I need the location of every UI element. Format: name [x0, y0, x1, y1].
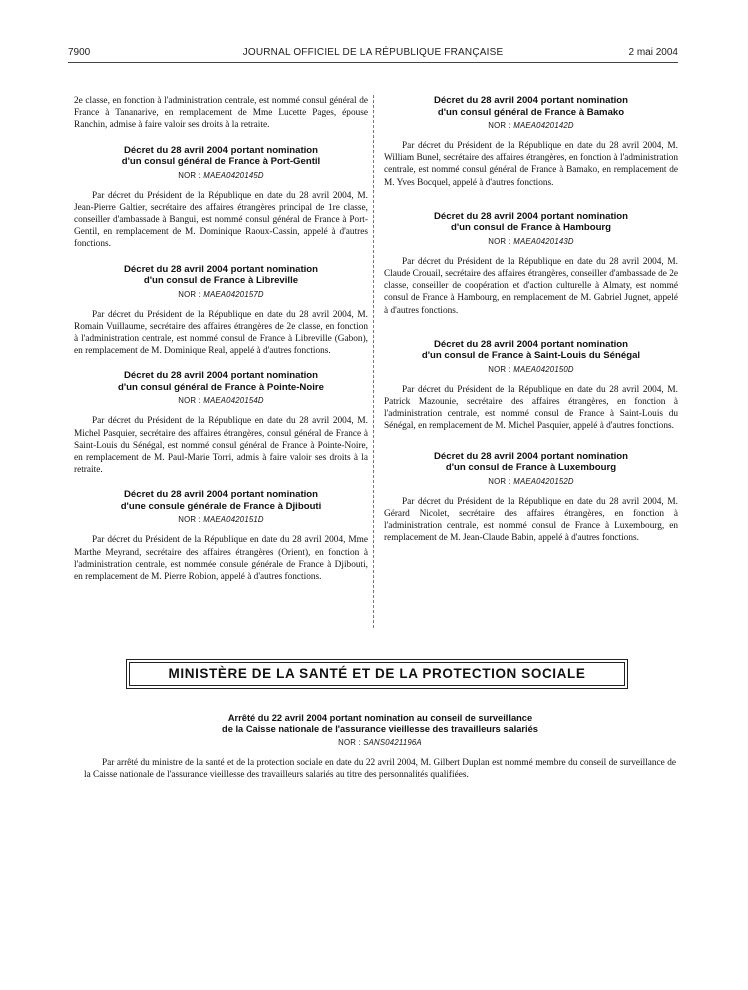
decree-title-line: Décret du 28 avril 2004 portant nomination — [123, 144, 319, 156]
decree-port-gentil — [74, 145, 368, 251]
left-column — [74, 95, 368, 596]
decree-title — [384, 451, 678, 474]
arrete-title-line: de la Caisse nationale de l'assurance vieillesse des travailleurs salariés — [222, 724, 538, 734]
nor-label: NOR : — [178, 515, 201, 525]
nor-label: NOR : — [178, 170, 201, 180]
decree-body: Par décret du Président de la République en date du 28 avril 2004, M. Romain Vuillaume, secrétaire des affaires étrangères de 2e classe, en fonction à l'administration centrale, est nommé consul de France à Libreville (Gabon), en remplacement de M. Dominique Real, appelé à d'autres fonctions. — [74, 309, 368, 357]
nor-code: MAEA0420145D — [203, 170, 264, 180]
decree-body: Par décret du Président de la République en date du 28 avril 2004, M. Claude Crouail, secrétaire des affaires étrangères, conseiller d'ambassade de 2e classe, conseiller de coopération et d'action culturelle à Almaty, est nommé consul de France à Hambourg, en remplacement de M. Gabriel Jugnet, appelé à d'autres fonctions. — [384, 256, 678, 316]
decree-hambourg — [384, 211, 678, 317]
decree-title-line: d'un consul de France à Saint-Louis du Sénégal — [421, 350, 641, 362]
decree-title-line: d'un consul de France à Hambourg — [450, 222, 612, 234]
decree-title-line: d'un consul général de France à Port-Gentil — [121, 156, 321, 168]
decree-title-line: Décret du 28 avril 2004 portant nomination — [433, 450, 629, 462]
decree-title — [74, 370, 368, 393]
decree-saint-louis — [384, 339, 678, 433]
decree-title — [74, 489, 368, 512]
nor-code: MAEA0420150D — [513, 364, 574, 374]
nor-label: NOR : — [178, 289, 201, 299]
nor-code: MAEA0420142D — [513, 121, 574, 130]
nor-reference — [74, 515, 368, 524]
decree-title-line: Décret du 28 avril 2004 portant nomination — [123, 263, 319, 275]
column-divider — [373, 95, 374, 628]
nor-code: MAEA0420152D — [513, 476, 574, 486]
journal-title: JOURNAL OFFICIEL DE LA RÉPUBLIQUE FRANÇAISE — [242, 47, 504, 58]
nor-code: MAEA0420151D — [203, 515, 264, 525]
nor-reference — [74, 171, 368, 180]
decree-title — [74, 264, 368, 287]
arrete-body: Par arrêté du ministre de la santé et de la protection sociale en date du 22 avril 2004, M. Gilbert Duplan est nommé membre du conseil de surveillance de la Caisse nationale de l'assurance vieillesse des travailleurs salariés au titre des personnalités qualifiées. — [84, 758, 676, 781]
nor-code: MAEA0420157D — [203, 289, 264, 299]
decree-title-line: Décret du 28 avril 2004 portant nomination — [433, 210, 629, 222]
issue-date: 2 mai 2004 — [628, 47, 678, 58]
decree-title-line: d'un consul général de France à Pointe-Noire — [118, 381, 324, 393]
decree-title-line: Décret du 28 avril 2004 portant nomination — [123, 489, 319, 501]
nor-label: NOR : — [488, 236, 511, 246]
ministry-banner — [126, 659, 628, 689]
nor-code: MAEA0420154D — [203, 396, 264, 406]
decree-title — [74, 145, 368, 168]
decree-title-line: d'un consul de France à Luxembourg — [445, 462, 617, 474]
nor-label: NOR : — [488, 476, 511, 486]
right-column — [384, 95, 678, 557]
decree-body: Par décret du Président de la République en date du 28 avril 2004, M. Jean-Pierre Galtier, secrétaire des affaires étrangères principal de 1re classe, conseiller d'ambassade à Bangui, est nommé consul général de France à Port-Gentil, en remplacement de M. Dominique Raoux-Cassin, appelé à d'autres fonctions. — [74, 190, 368, 250]
decree-title-line: Décret du 28 avril 2004 portant nomination — [433, 95, 629, 106]
decree-libreville — [74, 264, 368, 358]
nor-code: SANS0421196A — [363, 738, 422, 747]
nor-code: MAEA0420143D — [513, 236, 574, 246]
nor-label: NOR : — [488, 364, 511, 374]
decree-title-line: d'une consule générale de France à Djibouti — [120, 500, 322, 512]
nor-reference — [384, 477, 678, 486]
nor-label: NOR : — [178, 396, 201, 406]
decree-djibouti — [74, 489, 368, 583]
nor-reference — [74, 396, 368, 405]
nor-reference — [384, 237, 678, 246]
ministry-title: MINISTÈRE DE LA SANTÉ ET DE LA PROTECTION SOCIALE — [168, 666, 586, 681]
decree-title — [384, 339, 678, 362]
decree-title — [384, 95, 678, 118]
nor-label: NOR : — [488, 121, 511, 130]
header-rule — [68, 62, 678, 63]
arrete-title-line: Arrêté du 22 avril 2004 portant nomination au conseil de surveillance — [227, 713, 533, 723]
page-number: 7900 — [68, 47, 91, 58]
decree-title-line: Décret du 28 avril 2004 portant nomination — [433, 338, 629, 350]
decree-title-line: d'un consul de France à Libreville — [143, 275, 299, 287]
decree-luxembourg — [384, 451, 678, 545]
decree-body: Par décret du Président de la République en date du 28 avril 2004, M. Patrick Mazounie, secrétaire des affaires étrangères, en fonction à l'administration centrale, est nommé consul de France à Saint-Louis du Sénégal, en remplacement de M. Michel Pasquier, appelé à d'autres fonctions. — [384, 384, 678, 432]
decree-body: Par décret du Président de la République en date du 28 avril 2004, M. William Bunel, secrétaire des affaires étrangères, en fonction à l'administration centrale, est nommé consul général de France à Bamako, en remplacement de M. Yves Bocquel, appelé à d'autres fonctions. — [384, 141, 678, 188]
decree-title-line: d'un consul général de France à Bamako — [437, 106, 625, 118]
nor-reference — [384, 365, 678, 374]
nor-label: NOR : — [338, 738, 361, 747]
page-header — [68, 47, 678, 61]
decree-body: Par décret du Président de la République en date du 28 avril 2004, Mme Marthe Meyrand, secrétaire des affaires étrangères (Orient), en fonction à l'administration centrale, est nommée consule générale de France à Djibouti, en remplacement de M. Pierre Robion, appelé à d'autres fonctions. — [74, 535, 368, 583]
arrete-section — [84, 713, 676, 781]
decree-title — [384, 211, 678, 234]
nor-reference — [84, 738, 676, 747]
nor-reference — [74, 290, 368, 299]
arrete-title — [84, 713, 676, 735]
decree-title-line: Décret du 28 avril 2004 portant nomination — [123, 370, 319, 382]
decree-body: Par décret du Président de la République en date du 28 avril 2004, M. Michel Pasquier, secrétaire des affaires étrangères, consul général de France à Saint-Louis du Sénégal, est nommé consul général de France à Pointe-Noire, en remplacement de M. Paul-Marie Torri, admis à faire valoir ses droits à la retraite. — [74, 416, 368, 476]
decree-pointe-noire — [74, 370, 368, 476]
continuation-paragraph: 2e classe, en fonction à l'administration centrale, est nommé consul général de France à Tananarive, en remplacement de Mme Lucette Pages, épouse Ranchin, admise à faire valoir ses droits à la retraite. — [74, 96, 368, 131]
decree-bamako — [384, 95, 678, 189]
decree-body: Par décret du Président de la République en date du 28 avril 2004, M. Gérard Nicolet, secrétaire des affaires étrangères, en fonction à l'administration centrale, est nommé consul de France à Luxembourg, en remplacement de M. Jean-Claude Babin, appelé à d'autres fonctions. — [384, 496, 678, 544]
nor-reference — [384, 121, 678, 130]
